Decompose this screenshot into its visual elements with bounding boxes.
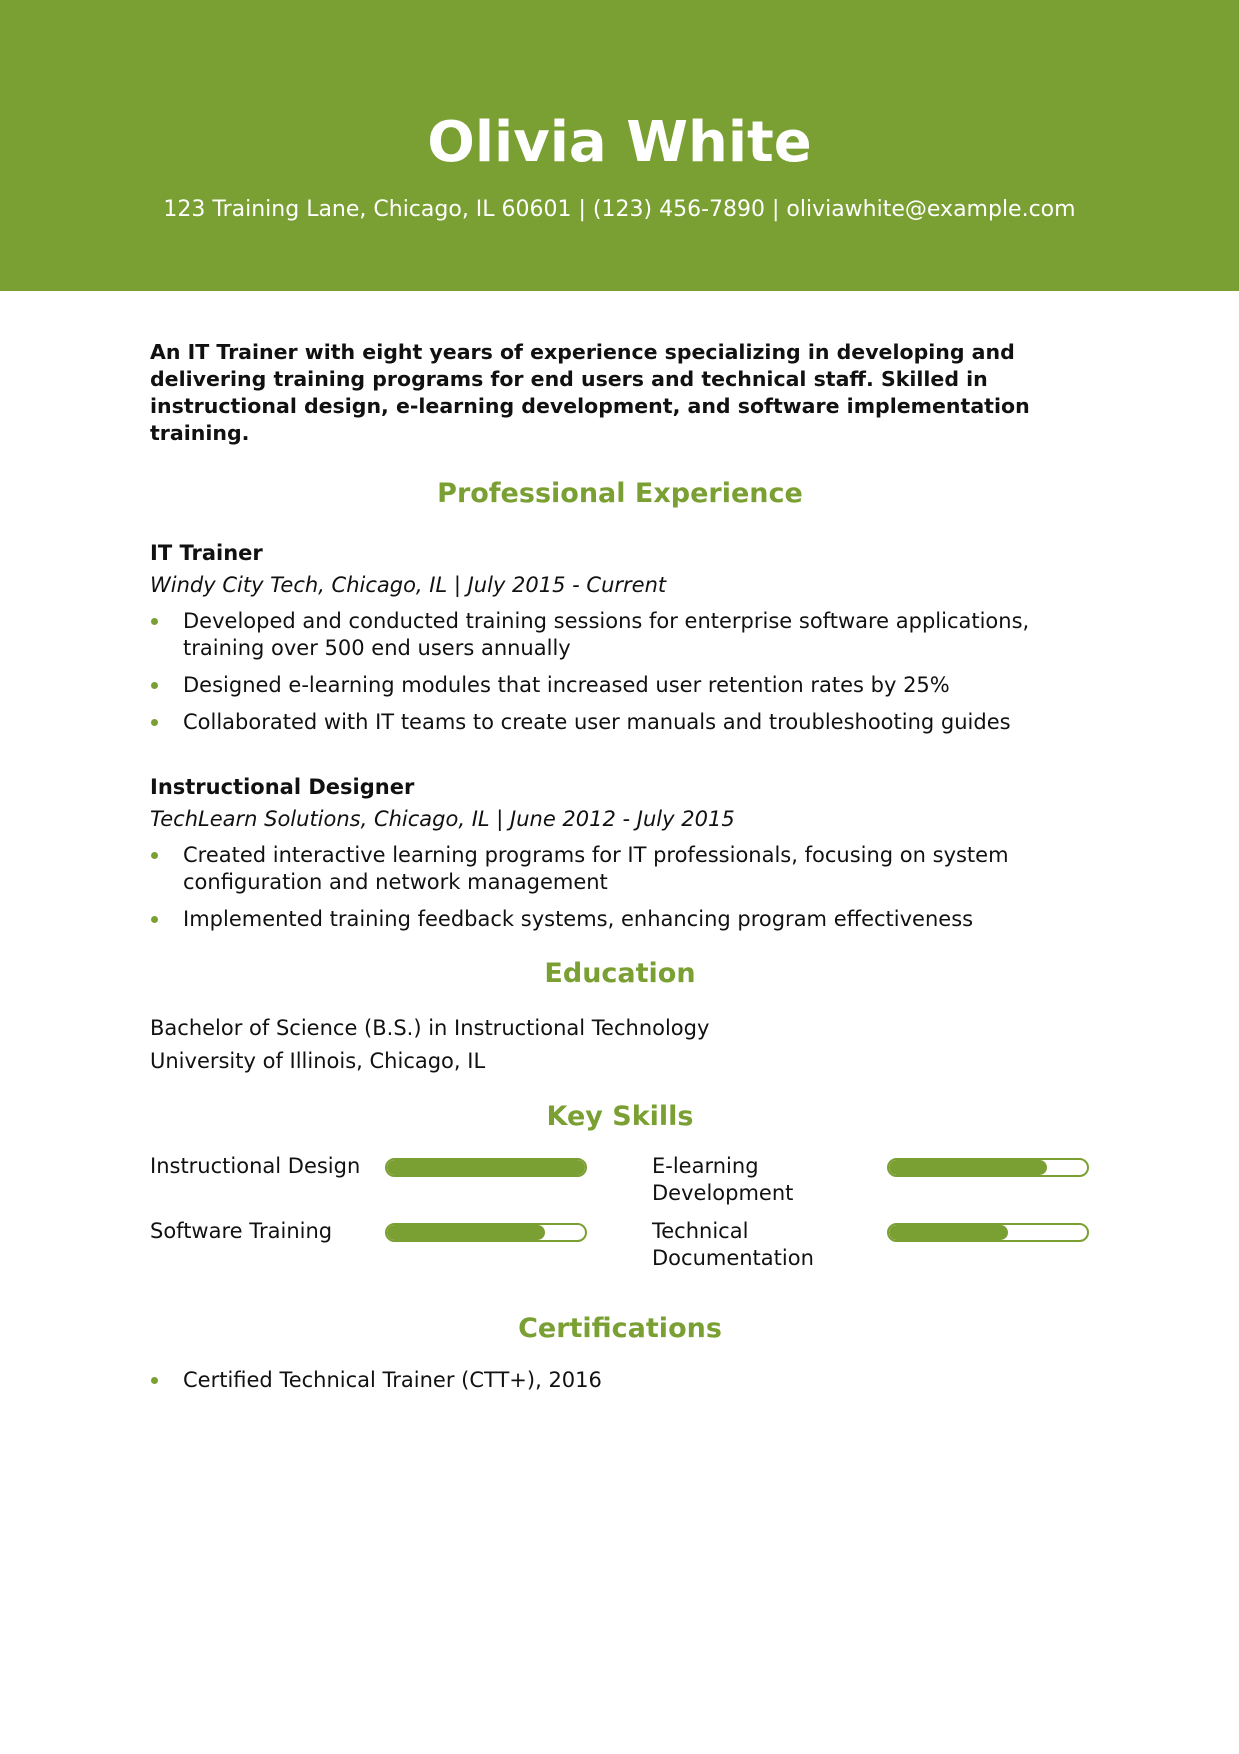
section-title-experience: Professional Experience [437, 478, 803, 509]
education-degree: Bachelor of Science (B.S.) in Instructional Technology [150, 1016, 710, 1040]
summary: An IT Trainer with eight years of experience specializing in developing and delivering training programs for end users and technical staff. Skilled in instructional design, e-learning development, and software implementation training. [150, 340, 1030, 445]
bullet-text: Designed e-learning modules that increased user retention rates by 25% [183, 673, 950, 697]
skill-bar-fill [387, 1160, 585, 1175]
bullet-text: Created interactive learning programs for IT professionals, focusing on system configuration and network management [183, 843, 1009, 894]
list-item [150, 906, 1090, 933]
skill-name: Technical Documentation [652, 1219, 814, 1270]
bullet-icon [151, 618, 158, 625]
bullet-text: Collaborated with IT teams to create user manuals and troubleshooting guides [183, 710, 1011, 734]
skill-bar [887, 1223, 1089, 1242]
section-title-certifications: Certifications [518, 1313, 722, 1344]
bullet-icon [151, 719, 158, 726]
resume-body [150, 339, 1090, 1394]
candidate-name: Olivia White [427, 110, 812, 175]
certification-text: Certified Technical Trainer (CTT+), 2016 [183, 1368, 602, 1392]
certification-list [150, 1367, 1090, 1394]
bullet-text: Developed and conducted training sessions for enterprise software applications, training over 500 end users annually [183, 609, 1030, 660]
job-bullets [150, 842, 1090, 933]
list-item [150, 709, 1090, 736]
job-meta: TechLearn Solutions, Chicago, IL | June 2012 - July 2015 [150, 807, 735, 831]
list-item [150, 608, 1090, 662]
skill-name: E-learning Development [652, 1154, 794, 1205]
skill-bar-fill [889, 1160, 1047, 1175]
section-title-skills: Key Skills [546, 1101, 694, 1132]
bullet-icon [151, 916, 158, 923]
job-title: IT Trainer [150, 541, 263, 565]
section-title-education: Education [544, 958, 696, 989]
list-item [150, 672, 1090, 699]
skills-grid [150, 1153, 1090, 1275]
list-item [150, 842, 1090, 896]
bullet-icon [151, 1377, 158, 1384]
bullet-text: Implemented training feedback systems, enhancing program effectiveness [183, 907, 974, 931]
skill-bar-fill [387, 1225, 545, 1240]
job-bullets [150, 608, 1090, 736]
skill-bar-fill [889, 1225, 1008, 1240]
skill-name: Instructional Design [150, 1154, 361, 1178]
bullet-icon [151, 682, 158, 689]
education-entry [150, 1012, 1090, 1078]
bullet-icon [151, 852, 158, 859]
skill-bar [385, 1158, 587, 1177]
list-item [150, 1367, 1090, 1394]
skill-bar [385, 1223, 587, 1242]
header-banner [0, 0, 1239, 291]
job-title: Instructional Designer [150, 775, 415, 799]
skill-name: Software Training [150, 1219, 333, 1243]
education-school: University of Illinois, Chicago, IL [150, 1049, 486, 1073]
contact-info: 123 Training Lane, Chicago, IL 60601 | (123) 456-7890 | oliviawhite@example.com [163, 197, 1076, 222]
job-meta: Windy City Tech, Chicago, IL | July 2015 - Current [150, 573, 667, 597]
skill-bar [887, 1158, 1089, 1177]
job-entry [150, 539, 1090, 736]
job-entry [150, 773, 1090, 933]
